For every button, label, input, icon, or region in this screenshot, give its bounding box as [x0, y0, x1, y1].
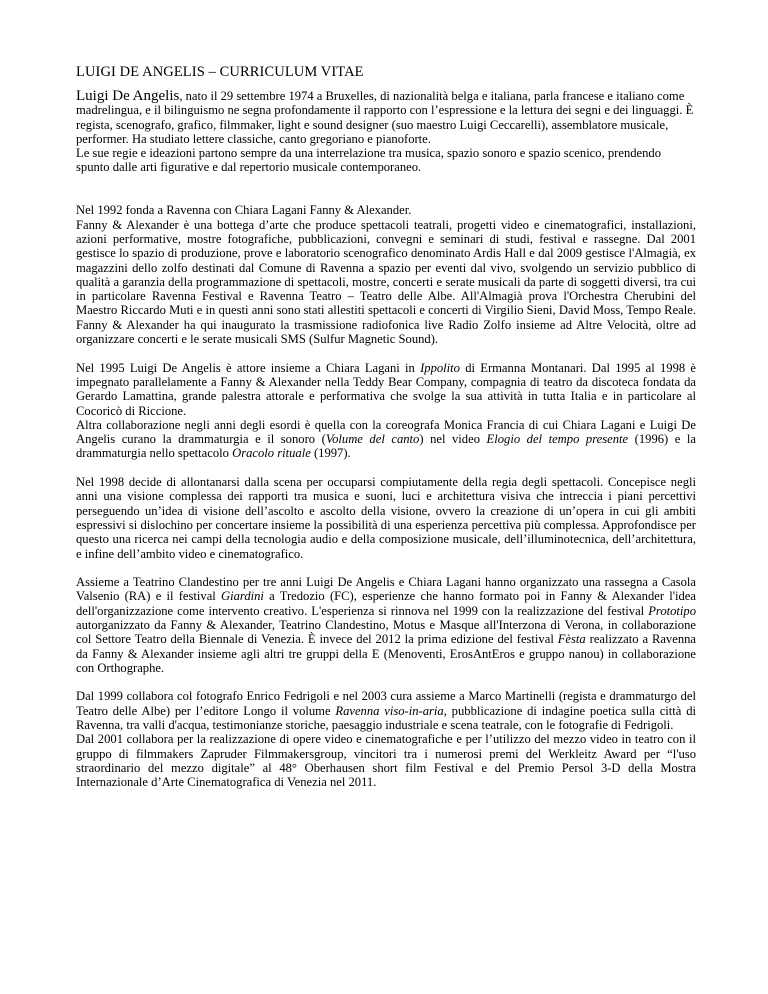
text-run: Nel 1995 Luigi De Angelis è attore insieme a Chiara Lagani in [76, 360, 421, 375]
text-run: Dal 1999 collabora col fotografo Enrico Fedrigoli e nel 2003 cura assieme a Marco Martinelli (regista e drammaturgo del Teatro delle Albe) per l’editore Longo il volume [76, 689, 696, 718]
text-run: autorganizzato da Fanny & Alexander, Teatrino Clandestino, Motus e Masque all'Interzona di Verona, in collaborazione col Settore Teatro della Biennale di Venezia. È invece del 2012 la prima edizione del festival [76, 617, 696, 647]
text-run: Assieme a Teatrino Clandestino per tre anni Luigi De Angelis e Chiara Lagani hanno organizzato una rassegna a Casola Valsenio (RA) e il festival [76, 575, 696, 604]
paragraph-1999 [76, 689, 696, 789]
paragraph-1999-b: Dal 2001 collabora per la realizzazione di opere video e cinematografiche e per l’utilizzo del mezzo video in teatro con il gruppo di filmmakers Zapruder Filmmakersgroup, vincitori tra i numerosi premi del Werkleitz Award per “l'uso straordinario del mezzo digitale” al 48° Oberhausen short film Festival e del Premio Persol 3-D della Mostra Internazionale d’Arte Cinematografica di Venezia nel 2011. [76, 732, 696, 790]
paragraph-1999-a [76, 689, 696, 732]
document-page [76, 64, 696, 804]
text-run: di Ermanna Montanari. Dal 1995 al 1998 è impegnato parallelamente a Fanny & Alexander nella Teddy Bear Company, compagnia di teatro da discoteca fondata da Gerardo Lamattina, grande palestra attorale e performativa che svolge la sua attività in tutta Italia e in particolare al Cocoricò di Riccione. [76, 360, 696, 418]
paragraph-teatrino [76, 575, 696, 675]
italic-title: Oracolo rituale [232, 446, 311, 461]
paragraph-1998: Nel 1998 decide di allontanarsi dalla scena per occuparsi compiutamente della regia degli spettacoli. Concepisce negli anni una visione complessa dei rapporti tra musica e suoni, luci e architettura visiva che intreccia i piani percettivi perseguendo un’idea di visione dell’ascolto e ascolto della visione, ovvero la creazione di un’opera in cui gli ambiti espressivi si dislochino per concertare insieme la possibilità di una esperienza percettiva più complessa. Approfondisce per questo una ricerca nei campi della tecnologia audio e della composizione musicale, dell’illuminotecnica, dell’architettura, e infine dell’ambito video e cinematografico. [76, 475, 696, 561]
paragraph-1992-body: Fanny & Alexander è una bottega d’arte che produce spettacoli teatrali, progetti video e cinematografici, installazioni, azioni performative, mostre fotografiche, pubblicazioni, convegni e seminari di studi, festival e rassegne. Dal 2001 gestisce lo spazio di produzione, prove e laboratorio scenografico denominato Ardis Hall e dal 2009 gestisce l'Almagià, ex magazzini dello zolfo destinati dal Comune di Ravenna a spazio per eventi dal vivo, svolgendo un servizio pubblico di qualità a garanzia della programmazione di spettacoli, mostre, concerti e serate musicali da parte di soggetti diversi, tra cui in particolare Ravenna Festival e Ravenna Teatro – Teatro delle Albe. All'Almagià prova l'Orchestra Cherubini del Maestro Riccardo Muti e in questi anni sono stati allestiti spettacoli e concerti di Virgilio Sieni, David Moss, Tempo Reale. Fanny & Alexander ha qui inaugurato la trasmissione radiofonica live Radio Zolfo insieme ad Altre Velocità, oltre ad organizzare concerti e le serate musicali SMS (Sulfur Magnetic Sound). [76, 217, 696, 347]
text-run: (1997). [310, 446, 351, 461]
text-run: realizzato a Ravenna da Fanny & Alexander insieme agli altri tre gruppi della E (Menoventi, ErosAntEros e gruppo nanou) in collaborazione con Orthographe. [76, 632, 697, 675]
paragraph-1995 [76, 361, 696, 461]
text-run: a Tredozio (FC), esperienze che hanno formato poi in Fanny & Alexander l'idea dell'organizzazione come intervento creativo. L'esperienza si rinnova nel 1999 con la realizzazione del festival [76, 589, 696, 618]
text-run: (1996) e la drammaturgia nello spettacolo [76, 432, 696, 461]
section-spacer [76, 189, 696, 203]
italic-title: Volume del canto [325, 432, 420, 447]
paragraph-1995-a [76, 361, 696, 418]
text-run: ) nel video [419, 432, 487, 447]
italic-title: Prototipo [648, 603, 696, 618]
italic-title: Fèsta [557, 632, 586, 647]
italic-title: Giardini [221, 589, 264, 604]
italic-title: Ravenna viso-in-aria [335, 703, 444, 718]
paragraph-1992-line1: Nel 1992 fonda a Ravenna con Chiara Lagani Fanny & Alexander. [76, 203, 412, 218]
page-title: LUIGI DE ANGELIS – CURRICULUM VITAE [76, 64, 364, 80]
intro-text-2: Le sue regie e ideazioni partono sempre da una interrelazione tra musica, spazio sonoro e spazio scenico, prendendo spunto dalle arti figurative e dal repertorio musicale contemporaneo. [76, 146, 662, 175]
text-run: Altra collaborazione negli anni degli esordi è quella con la coreografa Monica Francia di cui Chiara Lagani e Luigi De Angelis curano la drammaturgia e il sonoro ( [76, 417, 696, 447]
paragraph-1992 [76, 203, 696, 346]
paragraph-1995-b [76, 418, 696, 461]
text-run: , pubblicazione di indagine poetica sulla città di Ravenna, tra valli d'acqua, testimonianze storiche, paesaggio industriale e scena teatrale, con le fotografie di Fedrigoli. [76, 703, 697, 733]
intro-paragraph [76, 89, 696, 175]
italic-title: Ippolito [420, 360, 460, 375]
intro-text: , nato il 29 settembre 1974 a Bruxelles, di nazionalità belga e italiana, parla francese e italiano come madrelingua, e il bilinguismo ne segna profondamente il rapporto con l’espressione e la lettura dei segni e dei linguaggi. È regista, scenografo, grafico, filmmaker, light e sound designer (suo maestro Luigi Ceccarelli), assemblatore musicale, performer. Ha studiato lettere classiche, canto gregoriano e pianoforte. [76, 89, 694, 146]
italic-title: Elogio del tempo presente [486, 432, 629, 447]
intro-bio [76, 89, 696, 146]
person-name: Luigi De Angelis [76, 88, 180, 104]
